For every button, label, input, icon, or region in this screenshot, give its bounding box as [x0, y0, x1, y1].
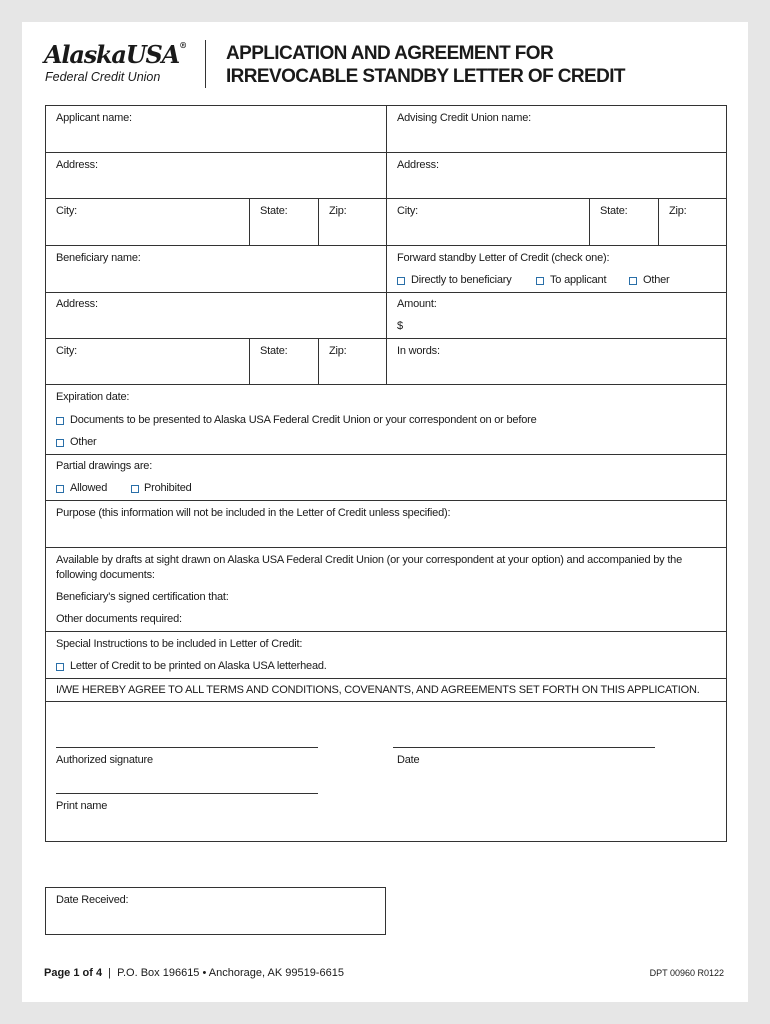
form-code: DPT 00960 R0122: [649, 968, 724, 978]
dollar-sign: $: [397, 320, 403, 332]
date-label: Date: [397, 754, 420, 766]
special-instructions-label: Special Instructions to be included in Letter of Credit:: [56, 638, 303, 650]
beneficiary-city-field[interactable]: City:: [56, 345, 78, 357]
column-divider: [249, 338, 250, 384]
signature-line[interactable]: [56, 747, 318, 748]
page-footer: [44, 967, 344, 979]
option-label: Prohibited: [144, 482, 192, 494]
logo-subtitle: Federal Credit Union: [45, 70, 161, 84]
beneficiary-zip-field[interactable]: Zip:: [329, 345, 347, 357]
header-divider: [205, 40, 206, 88]
other-documents-field[interactable]: Other documents required:: [56, 613, 182, 625]
applicant-city-field[interactable]: City:: [56, 205, 78, 217]
date-line[interactable]: [393, 747, 655, 748]
advising-zip-field[interactable]: Zip:: [669, 205, 687, 217]
advising-city-field[interactable]: City:: [397, 205, 419, 217]
checkbox-prohibited[interactable]: [131, 485, 139, 493]
option-label: To applicant: [550, 274, 607, 286]
option-label: Documents to be presented to Alaska USA Federal Credit Union or your correspondent on or before: [70, 414, 537, 426]
purpose-field[interactable]: Purpose (this information will not be included in the Letter of Credit unless specified):: [56, 507, 451, 519]
available-text: Available by drafts at sight drawn on Alaska USA Federal Credit Union (or your correspondent at your option) and accompanied by the following documents:: [56, 554, 683, 581]
beneficiary-state-field[interactable]: State:: [260, 345, 288, 357]
print-name-line[interactable]: [56, 793, 318, 794]
applicant-name-field[interactable]: Applicant name:: [56, 112, 132, 124]
forward-label: Forward standby Letter of Credit (check one):: [397, 252, 610, 264]
checkbox-forward-other[interactable]: [629, 277, 637, 285]
beneficiary-address-field[interactable]: Address:: [56, 298, 98, 310]
page-title: APPLICATION AND AGREEMENT FOR IRREVOCABLE STANDBY LETTER OF CREDIT: [226, 43, 625, 87]
print-name-label: Print name: [56, 800, 108, 812]
option-label: Other: [70, 436, 97, 448]
applicant-state-field[interactable]: State:: [260, 205, 288, 217]
rule: [45, 678, 727, 679]
option-label: Directly to beneficiary: [411, 274, 512, 286]
date-received-label: Date Received:: [56, 894, 129, 906]
column-divider: [249, 198, 250, 245]
rule: [45, 547, 727, 548]
page-number: Page 1 of 4: [44, 967, 103, 979]
rule: [45, 500, 727, 501]
option-label: Other: [643, 274, 670, 286]
checkbox-directly-to-beneficiary[interactable]: [397, 277, 405, 285]
column-divider: [318, 338, 319, 384]
advising-cu-name-field[interactable]: Advising Credit Union name:: [397, 112, 532, 124]
partial-drawings-label: Partial drawings are:: [56, 460, 153, 472]
rule: [45, 454, 727, 455]
footer-address: P.O. Box 196615 • Anchorage, AK 99519-6615: [117, 967, 344, 979]
column-divider: [658, 198, 659, 245]
advising-state-field[interactable]: State:: [600, 205, 628, 217]
logo-wordmark: AlaskaUSA®: [44, 40, 186, 69]
checkbox-expiration-other[interactable]: [56, 439, 64, 447]
checkbox-to-applicant[interactable]: [536, 277, 544, 285]
option-label: Allowed: [70, 482, 108, 494]
rule: [45, 631, 727, 632]
column-divider: [318, 198, 319, 245]
rule: [45, 701, 727, 702]
amount-field[interactable]: Amount:: [397, 298, 437, 310]
agreement-statement: I/WE HEREBY AGREE TO ALL TERMS AND CONDITIONS, COVENANTS, AND AGREEMENTS SET FORTH ON THIS APPLICATION.: [56, 684, 700, 696]
form-page: [22, 22, 748, 1002]
advising-address-field[interactable]: Address:: [397, 159, 439, 171]
logo: [44, 40, 194, 90]
beneficiary-certification-field[interactable]: Beneficiary's signed certification that:: [56, 591, 229, 603]
applicant-address-field[interactable]: Address:: [56, 159, 98, 171]
footer-separator: |: [108, 967, 111, 979]
amount-in-words-field[interactable]: In words:: [397, 345, 440, 357]
column-divider: [589, 198, 590, 245]
authorized-signature-label: Authorized signature: [56, 754, 153, 766]
checkbox-documents-presented[interactable]: [56, 417, 64, 425]
beneficiary-name-field[interactable]: Beneficiary name:: [56, 252, 141, 264]
applicant-zip-field[interactable]: Zip:: [329, 205, 347, 217]
checkbox-allowed[interactable]: [56, 485, 64, 493]
column-divider: [386, 105, 387, 385]
checkbox-letterhead[interactable]: [56, 663, 64, 671]
option-label: Letter of Credit to be printed on Alaska USA letterhead.: [70, 660, 327, 672]
expiration-date-label: Expiration date:: [56, 391, 130, 403]
